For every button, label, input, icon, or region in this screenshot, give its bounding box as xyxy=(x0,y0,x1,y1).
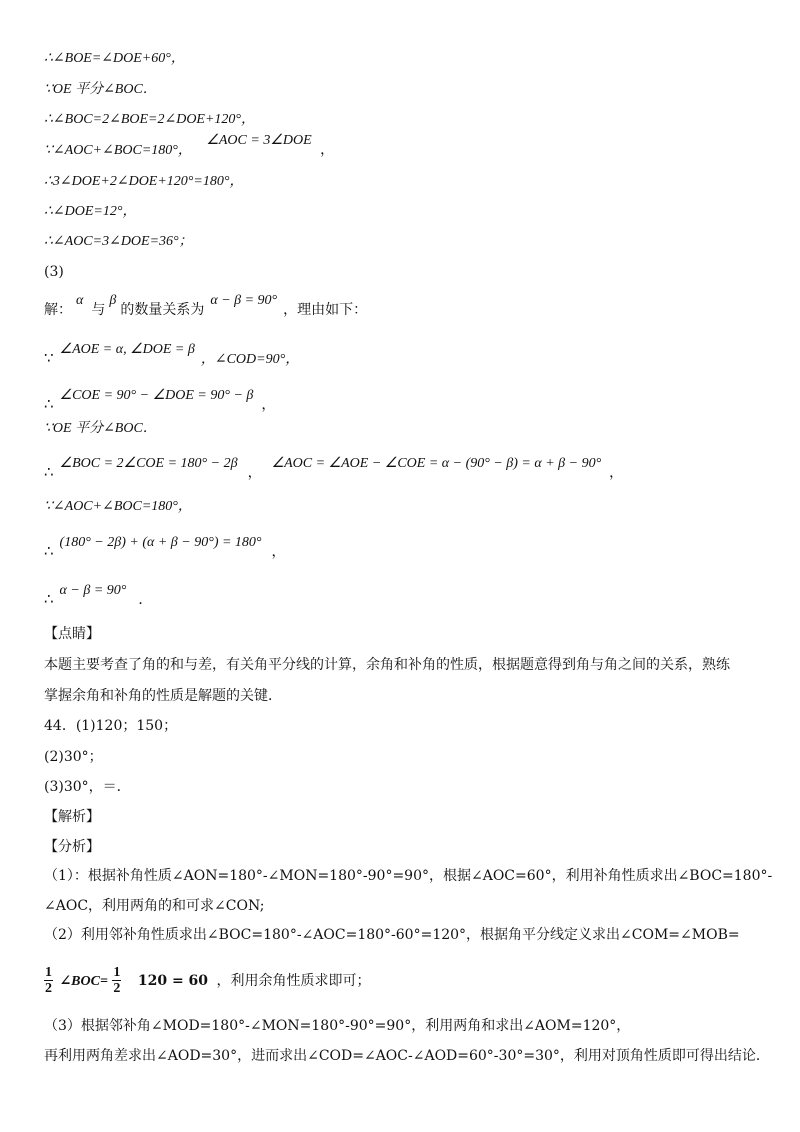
answer-44-part3: (3)30°，＝． xyxy=(44,779,131,795)
formula-aoc: ∠AOC = ∠AOE − ∠COE = α − (90° − β) = α + β − 90° xyxy=(271,456,602,471)
formula-boc: ∠BOC = 2∠COE = 180° − 2β xyxy=(59,456,238,471)
formula-alpha-minus-beta: α − β = 90° xyxy=(210,293,278,308)
step-equation: ∴ (180° − 2β) + (α + β − 90°) = 180°， xyxy=(44,535,286,560)
heading-jiexi: 【解析】 xyxy=(44,809,100,825)
heading-fenxi: 【分析】 xyxy=(44,839,100,855)
answer-44-part2: (2)30°； xyxy=(44,749,103,765)
step-given: ∵ ∠AOE = α, ∠DOE = β，∠COD=90°， xyxy=(44,342,300,367)
step-boc-aoc: ∴ ∠BOC = 2∠COE = 180° − 2β，∠AOC = ∠AOE − ∠COE = α − (90° − β) = α + β − 90°， xyxy=(44,456,624,481)
step-boc: ∴∠BOC=2∠BOE=2∠DOE+120°， xyxy=(44,112,256,127)
step-coe: ∴ ∠COE = 90° − ∠DOE = 90° − β， xyxy=(44,388,276,413)
analysis-2-line-1: （2）利用邻补角性质求出∠BOC=180°-∠AOC=180°-60°=120°，根据角平分线定义求出∠COM=∠MOB= xyxy=(44,927,740,943)
step-doe-12: ∴∠DOE=12°， xyxy=(44,204,137,219)
step-conclusion: ∴ α − β = 90°． xyxy=(44,583,153,608)
step-oe-bisects-2: ∵OE 平分∠BOC． xyxy=(44,421,157,436)
analysis-1-line-1: （1）：根据补角性质∠AON=180°-∠MON=180°-90°=90°，根据∠AOC=60°，利用补角性质求出∠BOC=180°- xyxy=(44,868,773,884)
step-supplementary: ∵∠AOC+∠BOC=180°， xyxy=(44,499,192,514)
step-aoc-boc: ∵∠AOC+∠BOC=180°， ∠AOC = 3∠DOE ， xyxy=(44,133,335,158)
step-aoc-36: ∴∠AOC=3∠DOE=36°； xyxy=(44,234,193,249)
formula-equation: (180° − 2β) + (α + β − 90°) = 180° xyxy=(59,535,262,550)
step-sum: ∴3∠DOE+2∠DOE+120°=180°， xyxy=(44,174,244,189)
summary-line-2: 掌握余角和补角的性质是解题的关键． xyxy=(44,688,282,704)
fraction-one-half: $\frac{1}{2}$ xyxy=(45,965,52,996)
solution-intro: 解：α与β的数量关系为α − β = 90°，理由如下： xyxy=(44,293,368,318)
formula-aoc-3doe: ∠AOC = 3∠DOE xyxy=(206,133,312,148)
heading-dianjing: 【点睛】 xyxy=(44,626,100,642)
formula-aoe-doe: ∠AOE = α, ∠DOE = β xyxy=(59,342,195,357)
analysis-1-line-2: ∠AOC，利用两角的和可求∠CON; xyxy=(44,898,265,914)
step-oe-bisects: ∵OE 平分∠BOC． xyxy=(44,82,157,97)
summary-line-1: 本题主要考查了角的和与差，有关角平分线的计算，余角和补角的性质，根据题意得到角与角之间的关系，熟练 xyxy=(44,657,730,673)
answer-44-part1: 44．(1)120；150； xyxy=(44,718,178,734)
part-3-label: (3) xyxy=(44,264,64,280)
fraction-one-half-2: $\frac{1}{2}$ xyxy=(113,965,121,996)
formula-coe: ∠COE = 90° − ∠DOE = 90° − β xyxy=(59,388,254,403)
analysis-2-line-2: $\frac{1}{2}$ ∠BOC= $\frac{1}{2}$ 120 = 60 ，利用余角性质求即可； xyxy=(45,965,371,996)
formula-result: α − β = 90° xyxy=(59,583,127,598)
analysis-3-line-1: （3）根据邻补角∠MOD=180°-∠MON=180°-90°=90°，利用两角和求出∠AOM=120°， xyxy=(44,1018,631,1034)
analysis-3-line-2: 再利用两角差求出∠AOD=30°，进而求出∠COD=∠AOC-∠AOD=60°-30°=30°，利用对顶角性质即可得出结论． xyxy=(44,1048,770,1064)
step-boe: ∴∠BOE=∠DOE+60°， xyxy=(44,51,185,66)
